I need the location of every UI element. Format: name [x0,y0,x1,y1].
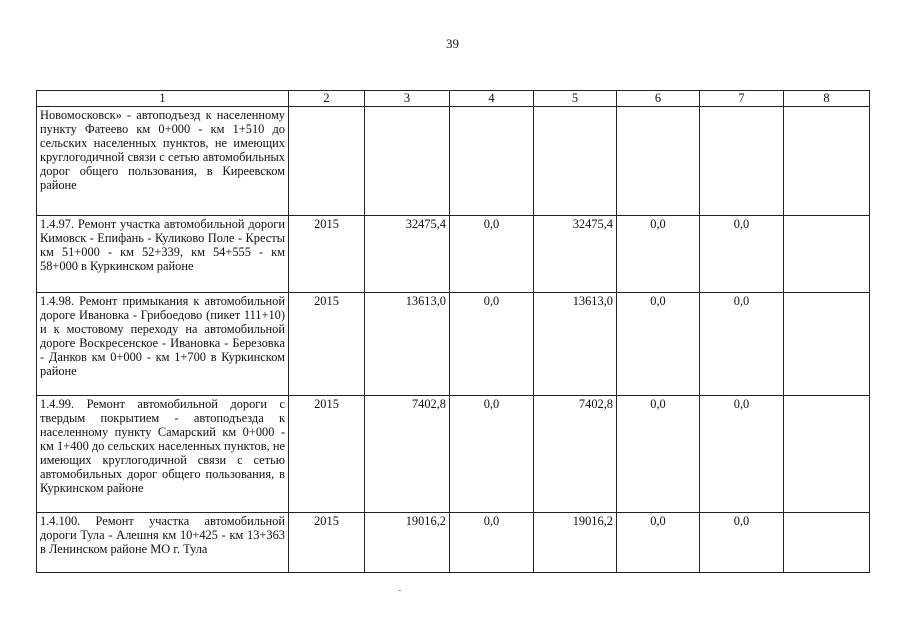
table-row [37,513,870,573]
column-header: 1 [37,91,289,107]
scan-speck [398,590,401,591]
row-value: 32475,4 [534,216,617,293]
row-value: 0,0 [617,293,700,396]
row-year: 2015 [289,396,365,513]
row-value: 0,0 [617,513,700,573]
row-year [289,107,365,216]
row-value [784,396,870,513]
row-value: 0,0 [617,216,700,293]
row-value: 7402,8 [365,396,450,513]
row-description: 1.4.98. Ремонт примыкания к автомобильной дороге Ивановка - Грибоедово (пикет 111+10) и к мостовому переходу на автомобильной дороге Воскресенское - Ивановка - Березовка - Данков км 0+000 - км 1+700 в Куркинском районе [37,293,289,396]
row-value [534,107,617,216]
column-header: 5 [534,91,617,107]
row-value: 19016,2 [365,513,450,573]
table-row [37,396,870,513]
row-value: 7402,8 [534,396,617,513]
row-value: 0,0 [450,513,534,573]
row-value: 32475,4 [365,216,450,293]
row-value: 13613,0 [365,293,450,396]
column-header: 8 [784,91,870,107]
row-year: 2015 [289,216,365,293]
row-value [617,107,700,216]
row-description: Новомосковск» - автоподъезд к населенному пункту Фатеево км 0+000 - км 1+510 до сельских населенных пунктов, не имеющих круглогодичной связи с сетью автомобильных дорог общего пользования, в Киреевском районе [37,107,289,216]
row-description: 1.4.99. Ремонт автомобильной дороги с твердым покрытием - автоподъезда к населенному пункту Самарский км 0+000 - км 1+400 до сельских населенных пунктов, не имеющих круглогодичной связи с сетью автомобильных дорог общего пользования, в Куркинском районе [37,396,289,513]
row-value [784,216,870,293]
row-value [784,107,870,216]
row-year: 2015 [289,513,365,573]
column-header: 6 [617,91,700,107]
table-row [37,293,870,396]
page-number: 39 [446,36,459,51]
budget-table [36,90,870,573]
column-header: 7 [700,91,784,107]
column-header: 4 [450,91,534,107]
row-value [784,293,870,396]
row-value [784,513,870,573]
row-value: 0,0 [450,293,534,396]
row-value: 0,0 [450,216,534,293]
row-description: 1.4.97. Ремонт участка автомобильной дороги Кимовск - Епифань - Куликово Поле - Кресты км 51+000 - км 52+339, км 54+555 - км 58+000 в Куркинском районе [37,216,289,293]
row-value: 19016,2 [534,513,617,573]
table-row [37,216,870,293]
table-row [37,107,870,216]
row-value: 0,0 [617,396,700,513]
row-value: 0,0 [450,396,534,513]
row-value [700,107,784,216]
header-row [37,91,870,107]
row-description: 1.4.100. Ремонт участка автомобильной дороги Тула - Алешня км 10+425 - км 13+363 в Ленинском районе МО г. Тула [37,513,289,573]
row-value: 0,0 [700,513,784,573]
row-value [365,107,450,216]
column-header: 2 [289,91,365,107]
row-year: 2015 [289,293,365,396]
row-value: 13613,0 [534,293,617,396]
column-header: 3 [365,91,450,107]
row-value: 0,0 [700,216,784,293]
row-value: 0,0 [700,293,784,396]
row-value: 0,0 [700,396,784,513]
row-value [450,107,534,216]
